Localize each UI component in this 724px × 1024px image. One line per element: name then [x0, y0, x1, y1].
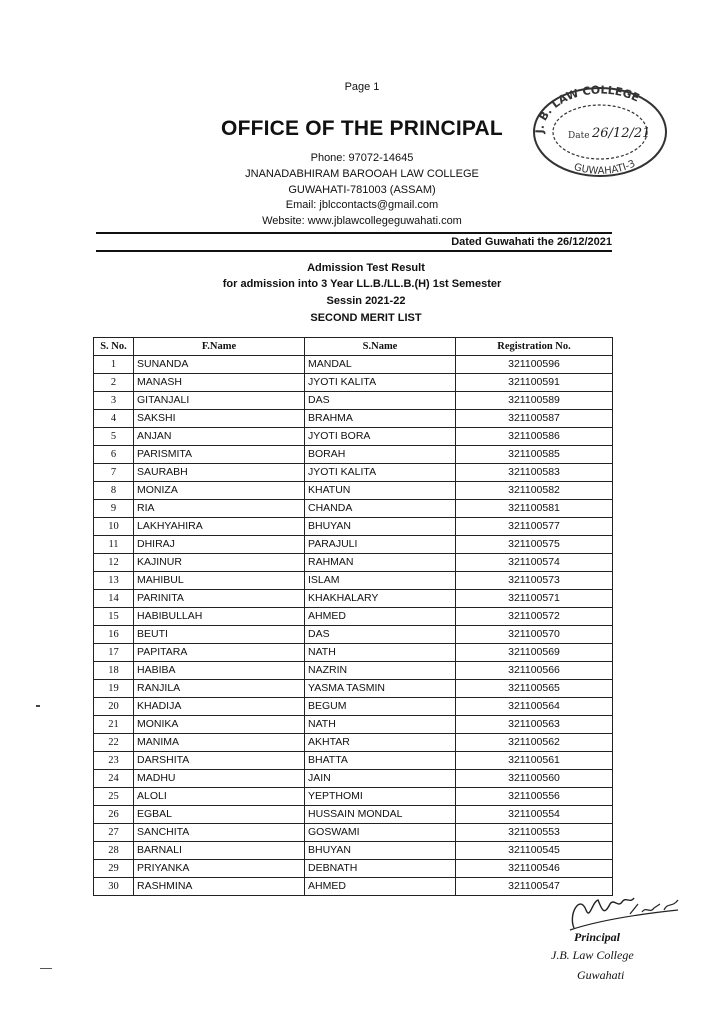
table-row: [94, 392, 613, 410]
table-row: [94, 446, 613, 464]
cell-fname: MONIKA: [134, 716, 305, 734]
notice-heading: Admission Test Result: [307, 262, 425, 274]
table-row: [94, 662, 613, 680]
city-line: GUWAHATI-781003 (ASSAM): [288, 184, 436, 196]
cell-registration: 321100574: [456, 554, 613, 572]
dated-line: Dated Guwahati the 26/12/2021: [451, 236, 612, 248]
column-header-sname: S.Name: [305, 338, 456, 356]
table-row: [94, 554, 613, 572]
cell-fname: PAPITARA: [134, 644, 305, 662]
cell-sno: 1: [94, 356, 134, 374]
cell-fname: MONIZA: [134, 482, 305, 500]
cell-sname: NAZRIN: [305, 662, 456, 680]
scan-mark: [40, 968, 52, 969]
table-row: [94, 410, 613, 428]
cell-fname: SAKSHI: [134, 410, 305, 428]
cell-fname: MAHIBUL: [134, 572, 305, 590]
table-row: [94, 644, 613, 662]
cell-registration: 321100572: [456, 608, 613, 626]
column-header-registration: Registration No.: [456, 338, 613, 356]
cell-sname: JYOTI BORA: [305, 428, 456, 446]
cell-sno: 6: [94, 446, 134, 464]
cell-registration: 321100545: [456, 842, 613, 860]
cell-sno: 27: [94, 824, 134, 842]
cell-sname: BHATTA: [305, 752, 456, 770]
cell-fname: DARSHITA: [134, 752, 305, 770]
table-row: [94, 374, 613, 392]
cell-registration: 321100564: [456, 698, 613, 716]
cell-registration: 321100577: [456, 518, 613, 536]
college-seal-stamp: [530, 82, 670, 182]
cell-sname: DAS: [305, 626, 456, 644]
cell-registration: 321100591: [456, 374, 613, 392]
cell-sno: 24: [94, 770, 134, 788]
page-number: Page 1: [344, 81, 380, 93]
merit-list-title: SECOND MERIT LIST: [310, 312, 422, 324]
merit-list-table: [93, 337, 613, 896]
cell-sno: 12: [94, 554, 134, 572]
table-row: [94, 716, 613, 734]
cell-registration: 321100583: [456, 464, 613, 482]
table-row: [94, 734, 613, 752]
cell-fname: BEUTI: [134, 626, 305, 644]
cell-sno: 16: [94, 626, 134, 644]
cell-fname: ANJAN: [134, 428, 305, 446]
cell-registration: 321100589: [456, 392, 613, 410]
cell-sname: NATH: [305, 716, 456, 734]
cell-sno: 14: [94, 590, 134, 608]
cell-sno: 13: [94, 572, 134, 590]
cell-sname: ISLAM: [305, 572, 456, 590]
cell-sname: AHMED: [305, 608, 456, 626]
cell-registration: 321100585: [456, 446, 613, 464]
svg-text:26/12/21: 26/12/21: [592, 126, 651, 141]
table-row: [94, 608, 613, 626]
cell-registration: 321100582: [456, 482, 613, 500]
table-row: [94, 482, 613, 500]
cell-sno: 29: [94, 860, 134, 878]
session-line: Sessin 2021-22: [326, 295, 406, 307]
table-row: [94, 590, 613, 608]
cell-fname: RASHMINA: [134, 878, 305, 896]
column-header-sno: S. No.: [94, 338, 134, 356]
table-row: [94, 626, 613, 644]
table-header-row: [94, 338, 613, 356]
email-line: Email: jblccontacts@gmail.com: [285, 199, 439, 211]
cell-registration: 321100586: [456, 428, 613, 446]
cell-fname: HABIBULLAH: [134, 608, 305, 626]
cell-sno: 30: [94, 878, 134, 896]
cell-sname: KHAKHALARY: [305, 590, 456, 608]
cell-fname: EGBAL: [134, 806, 305, 824]
cell-registration: 321100547: [456, 878, 613, 896]
cell-sno: 2: [94, 374, 134, 392]
table-row: [94, 500, 613, 518]
cell-sno: 23: [94, 752, 134, 770]
cell-fname: PRIYANKA: [134, 860, 305, 878]
cell-registration: 321100581: [456, 500, 613, 518]
cell-registration: 321100587: [456, 410, 613, 428]
cell-fname: MADHU: [134, 770, 305, 788]
cell-sname: RAHMAN: [305, 554, 456, 572]
cell-fname: KHADIJA: [134, 698, 305, 716]
website-line: Website: www.jblawcollegeguwahati.com: [262, 215, 462, 227]
header-divider: [96, 232, 612, 234]
table-row: [94, 860, 613, 878]
cell-sno: 26: [94, 806, 134, 824]
table-row: [94, 824, 613, 842]
cell-sno: 5: [94, 428, 134, 446]
svg-text:GUWAHATI-3: GUWAHATI-3: [572, 158, 638, 177]
cell-registration: 321100546: [456, 860, 613, 878]
cell-fname: BARNALI: [134, 842, 305, 860]
signature-designation: Principal: [574, 930, 621, 944]
table-row: [94, 698, 613, 716]
cell-registration: 321100575: [456, 536, 613, 554]
cell-registration: 321100554: [456, 806, 613, 824]
cell-sname: JYOTI KALITA: [305, 374, 456, 392]
cell-sname: YASMA TASMIN: [305, 680, 456, 698]
cell-registration: 321100566: [456, 662, 613, 680]
table-row: [94, 752, 613, 770]
table-row: [94, 806, 613, 824]
cell-fname: LAKHYAHIRA: [134, 518, 305, 536]
cell-fname: PARISMITA: [134, 446, 305, 464]
table-row: [94, 770, 613, 788]
cell-sname: HUSSAIN MONDAL: [305, 806, 456, 824]
svg-text:J. B. LAW COLLEGE: J. B. LAW COLLEGE: [533, 83, 642, 134]
cell-registration: 321100560: [456, 770, 613, 788]
svg-text:Date: Date: [568, 131, 590, 141]
cell-sname: CHANDA: [305, 500, 456, 518]
cell-sname: BRAHMA: [305, 410, 456, 428]
phone-line: Phone: 97072-14645: [310, 152, 414, 164]
cell-sname: AKHTAR: [305, 734, 456, 752]
cell-registration: 321100561: [456, 752, 613, 770]
cell-sno: 7: [94, 464, 134, 482]
cell-fname: GITANJALI: [134, 392, 305, 410]
cell-sname: GOSWAMI: [305, 824, 456, 842]
cell-sname: MANDAL: [305, 356, 456, 374]
cell-sname: BORAH: [305, 446, 456, 464]
cell-fname: SAURABH: [134, 464, 305, 482]
cell-fname: RIA: [134, 500, 305, 518]
cell-fname: MANASH: [134, 374, 305, 392]
cell-fname: HABIBA: [134, 662, 305, 680]
cell-sno: 11: [94, 536, 134, 554]
cell-fname: SANCHITA: [134, 824, 305, 842]
table-row: [94, 680, 613, 698]
scan-speck: [36, 705, 40, 707]
cell-sno: 28: [94, 842, 134, 860]
cell-sname: KHATUN: [305, 482, 456, 500]
cell-sno: 8: [94, 482, 134, 500]
cell-sno: 9: [94, 500, 134, 518]
cell-fname: KAJINUR: [134, 554, 305, 572]
cell-sname: JYOTI KALITA: [305, 464, 456, 482]
cell-sno: 21: [94, 716, 134, 734]
signature-college-text: J.B. Law College: [551, 948, 634, 962]
cell-sno: 3: [94, 392, 134, 410]
notice-subheading: for admission into 3 Year LL.B./LL.B.(H) 1st Semester: [222, 278, 502, 290]
cell-registration: 321100596: [456, 356, 613, 374]
cell-registration: 321100573: [456, 572, 613, 590]
cell-registration: 321100553: [456, 824, 613, 842]
cell-fname: ALOLI: [134, 788, 305, 806]
cell-fname: PARINITA: [134, 590, 305, 608]
college-name-line: JNANADABHIRAM BAROOAH LAW COLLEGE: [245, 168, 479, 180]
cell-fname: SUNANDA: [134, 356, 305, 374]
column-header-fname: F.Name: [134, 338, 305, 356]
table-row: [94, 536, 613, 554]
cell-registration: 321100556: [456, 788, 613, 806]
table-row: [94, 428, 613, 446]
cell-sno: 17: [94, 644, 134, 662]
cell-sno: 18: [94, 662, 134, 680]
cell-registration: 321100565: [456, 680, 613, 698]
cell-sname: DAS: [305, 392, 456, 410]
cell-registration: 321100562: [456, 734, 613, 752]
cell-fname: DHIRAJ: [134, 536, 305, 554]
cell-sname: AHMED: [305, 878, 456, 896]
cell-sno: 19: [94, 680, 134, 698]
cell-sname: PARAJULI: [305, 536, 456, 554]
cell-sno: 15: [94, 608, 134, 626]
cell-registration: 321100563: [456, 716, 613, 734]
cell-sname: JAIN: [305, 770, 456, 788]
cell-sname: BHUYAN: [305, 842, 456, 860]
cell-sname: YEPTHOMI: [305, 788, 456, 806]
dated-divider: [96, 250, 612, 252]
cell-sname: NATH: [305, 644, 456, 662]
table-row: [94, 572, 613, 590]
cell-sno: 4: [94, 410, 134, 428]
cell-sno: 10: [94, 518, 134, 536]
cell-registration: 321100569: [456, 644, 613, 662]
table-row: [94, 518, 613, 536]
cell-fname: RANJILA: [134, 680, 305, 698]
cell-registration: 321100571: [456, 590, 613, 608]
table-row: [94, 878, 613, 896]
cell-fname: MANIMA: [134, 734, 305, 752]
cell-sno: 25: [94, 788, 134, 806]
signature-college: [551, 948, 634, 963]
table-row: [94, 464, 613, 482]
office-title: OFFICE OF THE PRINCIPAL: [221, 117, 503, 140]
table-row: [94, 788, 613, 806]
cell-sname: BEGUM: [305, 698, 456, 716]
signature-city: Guwahati: [577, 968, 625, 982]
table-row: [94, 842, 613, 860]
cell-sname: DEBNATH: [305, 860, 456, 878]
cell-sno: 22: [94, 734, 134, 752]
cell-sno: 20: [94, 698, 134, 716]
cell-sname: BHUYAN: [305, 518, 456, 536]
table-row: [94, 356, 613, 374]
cell-registration: 321100570: [456, 626, 613, 644]
